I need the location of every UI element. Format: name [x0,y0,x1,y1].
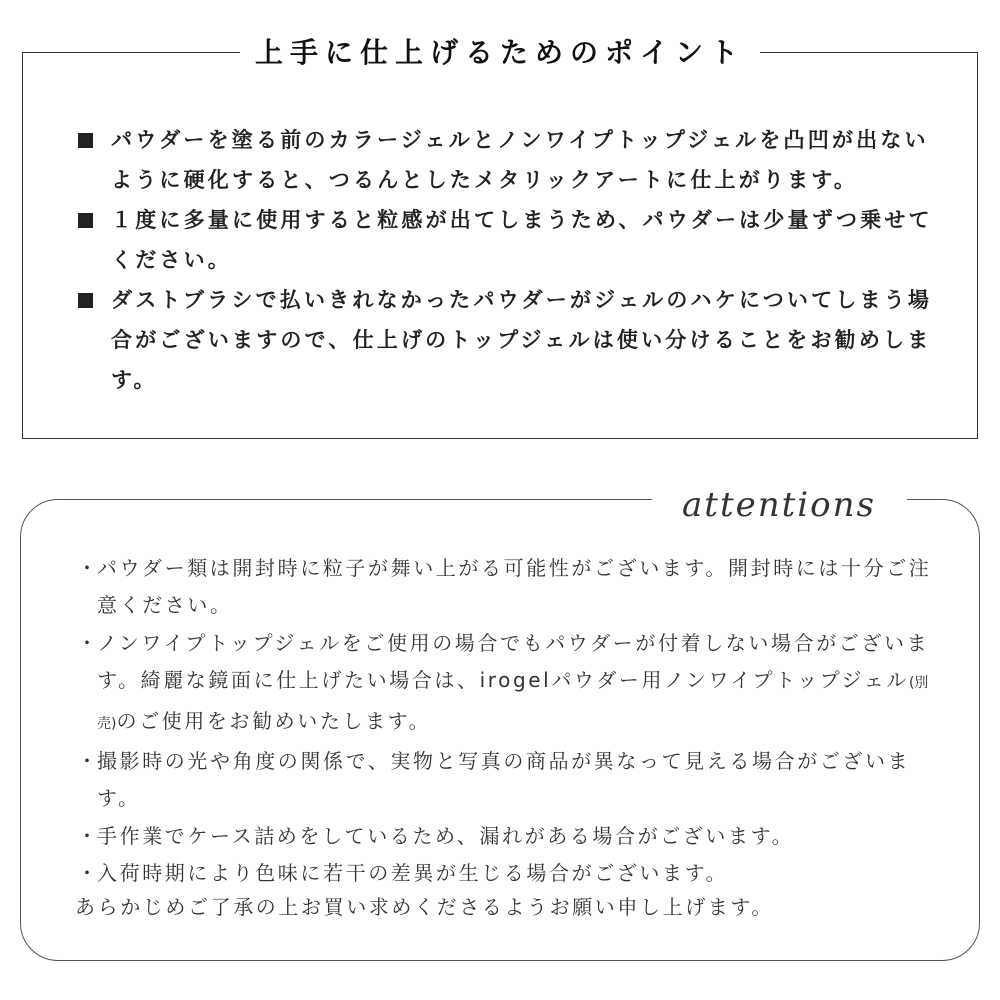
attention-text: 撮影時の光や角度の関係で、実物と写真の商品が異なって見える場合がございます。 [97,749,911,811]
attentions-title [652,476,907,532]
attention-item [75,550,945,625]
dot-bullet: ・ [77,861,100,886]
attention-item [75,625,945,743]
attentions-title-text: attentions [682,485,876,525]
point-text: パウダーを塗る前のカラージェルとノンワイプトップジェルを凸凹が出ないように硬化すると、つるんとしたメタリックアートに仕上がります。 [111,128,929,192]
point-text: ダストブラシで払いきれなかったパウダーがジェルのハケについてしまう場合がございますので、仕上げのトップジェルは使い分けることをお勧めします。 [111,288,933,392]
square-bullet-icon [78,213,93,228]
attention-item [75,743,945,818]
dot-bullet: ・ [77,556,100,580]
dot-bullet: ・ [77,823,100,848]
point-item [78,280,938,400]
attentions-list [75,550,945,893]
attention-text: ノンワイプトップジェルをご使用の場合でもパウダーが付着しない場合がございます。綺麗な鏡面に仕上げたい場合は、irogelパウダー用ノンワイプトップジェル [97,630,930,693]
point-item [78,200,938,280]
attentions-closing: あらかじめご了承の上お買い求めくださるようお願い申し上げます。 [75,895,774,919]
point-item [78,120,938,200]
dot-bullet: ・ [77,630,100,655]
points-title: 上手に仕上げるためのポイント [240,30,760,76]
points-list [78,120,938,400]
attention-text: 手作業でケース詰めをしているため、漏れがある場合がございます。 [97,823,795,848]
dot-bullet: ・ [77,749,100,774]
attention-item [75,855,945,892]
attention-text-after: のご使用をお勧めいたします。 [116,708,432,733]
attention-item [75,818,945,855]
square-bullet-icon [78,133,93,148]
point-text: １度に多量に使用すると粒感が出てしまうため、パウダーは少量ずつ乗せてください。 [111,208,933,272]
attention-text: 入荷時期により色味に若干の差異が生じる場合がございます。 [97,861,729,886]
square-bullet-icon [78,293,93,308]
attention-small-note: (別売) [97,675,929,732]
attention-text: パウダー類は開封時に粒子が舞い上がる可能性がございます。開封時には十分ご注意ください。 [97,556,932,618]
